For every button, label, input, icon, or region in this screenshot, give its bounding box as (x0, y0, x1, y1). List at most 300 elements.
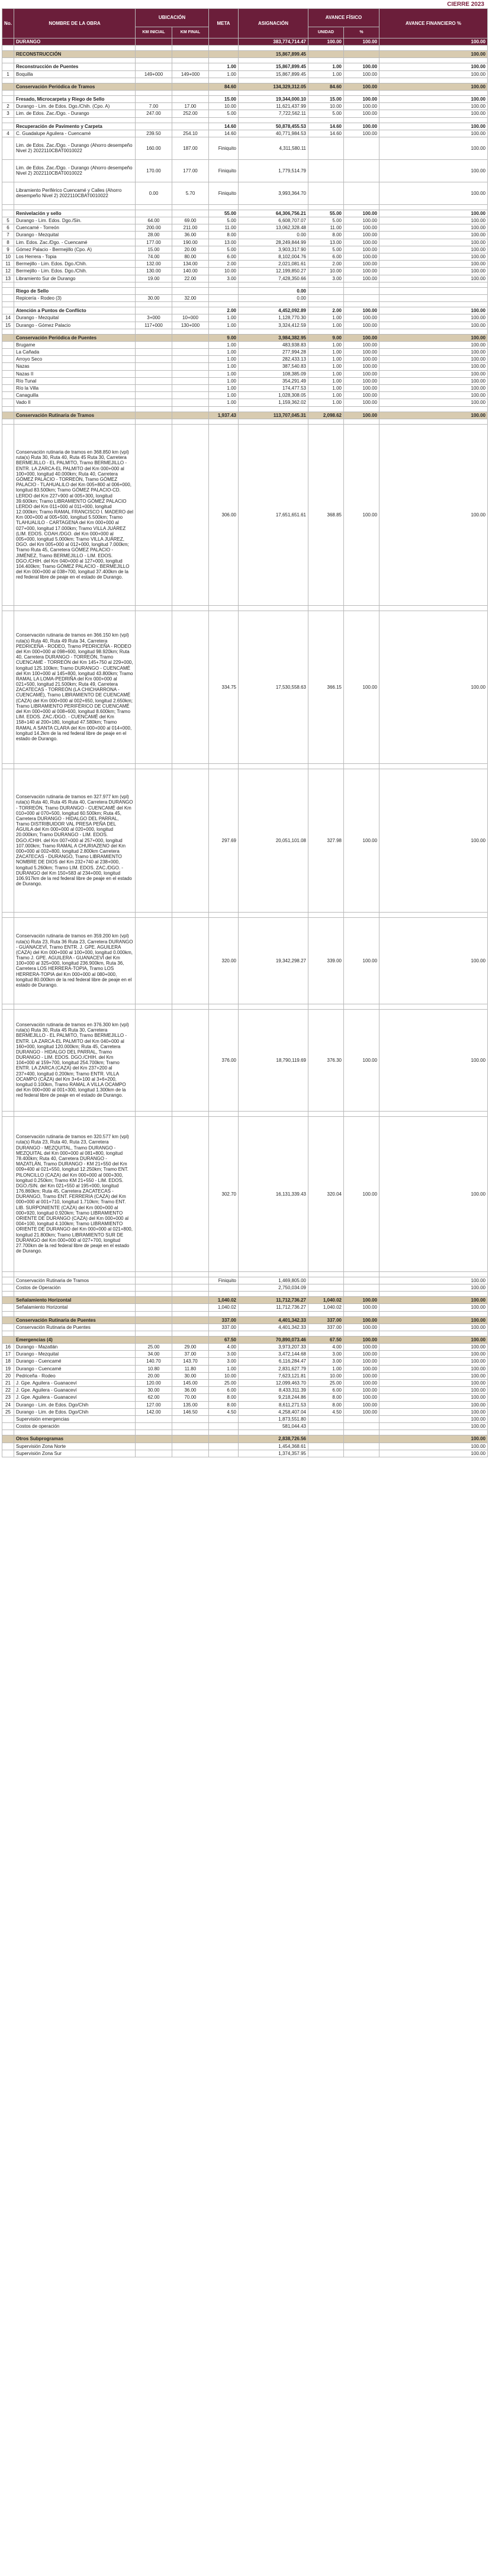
cell-meta: 297.69 (209, 769, 239, 912)
blank-cell (14, 912, 136, 917)
cell-kmi: 7.00 (136, 103, 172, 110)
cell-meta: 84.60 (209, 83, 239, 90)
blank-cell (308, 763, 344, 769)
table-row (2, 385, 488, 392)
blank-cell (172, 912, 209, 917)
cell-kmi (136, 1284, 172, 1291)
cell-kmi: 130.00 (136, 268, 172, 275)
table-row (2, 1372, 488, 1379)
table-row (2, 1304, 488, 1311)
blank-cell (14, 763, 136, 769)
cell-name: Durango - Cuencamé (14, 1358, 136, 1365)
blank-cell (379, 1311, 488, 1316)
table-row (2, 424, 488, 605)
cell-asig: 282,433.13 (239, 356, 308, 363)
cell-meta: 306.00 (209, 424, 239, 605)
cell-fin: 100.00 (379, 217, 488, 224)
blank-cell (136, 605, 172, 611)
blank-cell (136, 46, 172, 51)
table-body (2, 38, 488, 1457)
cell-no (2, 83, 14, 90)
cell-fin: 100.00 (379, 1380, 488, 1387)
table-row (2, 268, 488, 275)
blank-cell (308, 117, 344, 123)
header-km-inicial: KM INICIAL (136, 27, 172, 38)
cell-asig: 2,838,726.56 (239, 1435, 308, 1443)
cell-unidad: 3.00 (308, 1358, 344, 1365)
cell-name: Otros Subprogramas (14, 1435, 136, 1443)
cell-kmi (136, 1316, 172, 1324)
cell-name: Señalamiento Horizontal (14, 1297, 136, 1304)
cell-meta: 5.00 (209, 110, 239, 117)
cell-unidad: 1.00 (308, 377, 344, 384)
header-km-final: KM FINAL (172, 27, 209, 38)
cell-fin: 100.00 (379, 95, 488, 102)
blank-cell (136, 117, 172, 123)
blank-cell (209, 1004, 239, 1009)
blank-cell (379, 1292, 488, 1297)
cell-kmi (136, 349, 172, 356)
blank-cell (136, 58, 172, 63)
cell-asig: 50,878,455.53 (239, 123, 308, 130)
blank-cell (2, 419, 14, 424)
header-porcentaje: % (344, 27, 379, 38)
cell-meta: 4.00 (209, 1344, 239, 1351)
cell-kmf: 20.00 (172, 246, 209, 253)
cell-pct (344, 1450, 379, 1457)
cell-meta: 10.00 (209, 103, 239, 110)
cell-kmi (136, 424, 172, 605)
cell-pct: 100.00 (344, 1380, 379, 1387)
table-row (2, 349, 488, 356)
cell-unidad: 1.00 (308, 322, 344, 329)
table-row (2, 110, 488, 117)
cell-fin: 100.00 (379, 314, 488, 322)
cell-kmf (172, 424, 209, 605)
blank-cell (14, 329, 136, 334)
cell-asig: 4,311,580.11 (239, 137, 308, 159)
cell-no (2, 412, 14, 419)
cell-pct (344, 137, 379, 159)
cell-name: Durango - Mazatlán (14, 1344, 136, 1351)
table-row (2, 1435, 488, 1443)
cell-fin (379, 294, 488, 301)
cell-kmi (136, 210, 172, 217)
cell-meta: Finiquito (209, 137, 239, 159)
cell-no: 8 (2, 239, 14, 246)
cell-unidad (308, 1423, 344, 1430)
cell-unidad: 13.00 (308, 239, 344, 246)
blank-cell (209, 329, 239, 334)
table-row (2, 38, 488, 46)
cell-kmi: 34.00 (136, 1351, 172, 1358)
table-row (2, 1336, 488, 1343)
cell-meta: 3.00 (209, 1351, 239, 1358)
cell-meta (209, 38, 239, 46)
blank-cell (172, 117, 209, 123)
cell-asig: 2,021,081.61 (239, 261, 308, 268)
cell-fin: 100.00 (379, 1415, 488, 1422)
cell-asig: 11,621,437.99 (239, 103, 308, 110)
blank-cell (344, 117, 379, 123)
header-nombre: NOMBRE DE LA OBRA (14, 9, 136, 38)
cell-meta (209, 294, 239, 301)
cell-asig: 1,028,308.05 (239, 392, 308, 399)
blank-cell (14, 90, 136, 95)
cell-pct: 100.00 (344, 370, 379, 377)
cell-kmf (172, 1450, 209, 1457)
blank-cell (379, 605, 488, 611)
cell-fin: 100.00 (379, 1394, 488, 1401)
blank-cell (209, 1111, 239, 1116)
cell-kmi: 19.00 (136, 275, 172, 282)
cell-name: Lim. Edos. Zac./Dgo. - Cuencamé (14, 239, 136, 246)
cell-name: Conservación Rutinaria de Puentes (14, 1324, 136, 1331)
cell-kmf (172, 38, 209, 46)
cell-unidad: 1.00 (308, 63, 344, 70)
cell-asig: 4,401,342.33 (239, 1316, 308, 1324)
cell-name: Renivelación y sello (14, 210, 136, 217)
cell-asig: 1,469,805.00 (239, 1277, 308, 1284)
cell-asig: 20,051,101.08 (239, 769, 308, 912)
cierre-label: CIERRE 2023 (447, 1, 484, 8)
cell-asig: 40,771,984.53 (239, 130, 308, 137)
cell-fin: 100.00 (379, 253, 488, 261)
cell-pct (344, 1284, 379, 1291)
table-row (2, 1311, 488, 1316)
blank-cell (14, 46, 136, 51)
cell-fin: 100.00 (379, 1351, 488, 1358)
blank-cell (379, 1430, 488, 1435)
cell-name: Arroyo Seco (14, 356, 136, 363)
blank-cell (344, 419, 379, 424)
cell-unidad: 327.98 (308, 769, 344, 912)
blank-cell (172, 302, 209, 307)
cell-no (2, 1435, 14, 1443)
cell-kmi (136, 83, 172, 90)
cell-pct (344, 1277, 379, 1284)
cell-meta: 302.70 (209, 1116, 239, 1271)
cell-no (2, 356, 14, 363)
table-row (2, 322, 488, 329)
cell-unidad: 366.15 (308, 611, 344, 763)
blank-cell (14, 1311, 136, 1316)
blank-cell (14, 78, 136, 83)
cell-kmi (136, 1336, 172, 1343)
cell-pct: 100.00 (344, 1372, 379, 1379)
cell-unidad: 1.00 (308, 356, 344, 363)
cell-no: 7 (2, 232, 14, 239)
cell-kmf (172, 1415, 209, 1422)
blank-cell (379, 1004, 488, 1009)
blank-cell (136, 1111, 172, 1116)
cell-meta: 5.00 (209, 246, 239, 253)
cell-meta (209, 1435, 239, 1443)
cell-meta: 14.60 (209, 130, 239, 137)
blank-cell (14, 419, 136, 424)
cell-no (2, 51, 14, 58)
table-row (2, 51, 488, 58)
cell-meta: 1.00 (209, 356, 239, 363)
cell-unidad: 15.00 (308, 95, 344, 102)
cell-kmf (172, 1336, 209, 1343)
cell-unidad: 10.00 (308, 103, 344, 110)
cell-kmf (172, 377, 209, 384)
cell-meta: 1.00 (209, 363, 239, 370)
cell-fin: 100.00 (379, 611, 488, 763)
cell-no (2, 611, 14, 763)
cell-no (2, 294, 14, 301)
cell-kmi (136, 1297, 172, 1304)
table-row (2, 412, 488, 419)
cell-unidad: 14.60 (308, 130, 344, 137)
blank-cell (239, 1430, 308, 1435)
table-row (2, 78, 488, 83)
blank-cell (136, 329, 172, 334)
cell-pct: 100.00 (344, 38, 379, 46)
cell-name: Los Herrera - Topia (14, 253, 136, 261)
cell-pct: 100.00 (344, 1394, 379, 1401)
blank-cell (239, 406, 308, 412)
blank-cell (209, 605, 239, 611)
cell-pct: 100.00 (344, 253, 379, 261)
cell-name: Supervisión Zona Sur (14, 1450, 136, 1457)
blank-cell (209, 1331, 239, 1336)
cell-asig: 483,938.83 (239, 341, 308, 348)
cell-kmi (136, 63, 172, 70)
table-row (2, 217, 488, 224)
cell-fin: 100.00 (379, 1435, 488, 1443)
cell-name: Nazas (14, 363, 136, 370)
cell-no (2, 334, 14, 341)
cell-no (2, 287, 14, 294)
cell-pct: 100.00 (344, 377, 379, 384)
cell-meta: 6.00 (209, 1387, 239, 1394)
cell-asig: 3,324,412.59 (239, 322, 308, 329)
cell-name: Bermejillo - Lim. Edos. Dgo./Chih. (14, 268, 136, 275)
cell-kmi: 200.00 (136, 224, 172, 232)
cell-name: Conservación Periódica de Puentes (14, 334, 136, 341)
header-meta: META (209, 9, 239, 38)
cell-pct: 100.00 (344, 356, 379, 363)
cell-unidad: 8.00 (308, 1394, 344, 1401)
cell-no (2, 1443, 14, 1450)
cell-fin: 100.00 (379, 261, 488, 268)
cell-kmi (136, 370, 172, 377)
cell-name: Conservación rutinaria de tramos en 359.200 km (vpl) ruta(s) Ruta 23, Ruta 36 Ruta 23, Carretera DURANGO - GUANACEVÍ, Tramo ENTR. J. GPE. AGUILERA (CAZA) del Km 000+000 al 100+000, longitud 0.000km, Tramo J. GPE. AGUILERA - GUANACEVÍ del Km 100+000 al 325+000, longitud 236.900km, Ruta 36, Carretera LOS HERRERA-TOPIA, Tramo LOS HERRERA-TOPIA del Km 000+000 al 080+000, longitud 80.000km de la red federal libre de peaje en el estado de Durango. (14, 917, 136, 1004)
cell-kmi: 160.00 (136, 137, 172, 159)
blank-cell (379, 117, 488, 123)
cell-no (2, 349, 14, 356)
cell-meta: 8.00 (209, 1401, 239, 1408)
table-row (2, 130, 488, 137)
cell-meta (209, 1443, 239, 1450)
table-row (2, 58, 488, 63)
cell-meta: 1.00 (209, 63, 239, 70)
blank-cell (239, 329, 308, 334)
table-row (2, 356, 488, 363)
cell-fin: 100.00 (379, 275, 488, 282)
blank-cell (379, 90, 488, 95)
cell-asig: 17,651,651.61 (239, 424, 308, 605)
blank-cell (136, 1430, 172, 1435)
blank-cell (2, 302, 14, 307)
blank-cell (308, 282, 344, 287)
table-row (2, 314, 488, 322)
cell-pct: 100.00 (344, 268, 379, 275)
cell-name: Conservación Rutinaria de Puentes (14, 1316, 136, 1324)
cell-kmi (136, 341, 172, 348)
cell-no (2, 1284, 14, 1291)
blank-cell (239, 90, 308, 95)
cell-no: 16 (2, 1344, 14, 1351)
cell-asig: 387,540.83 (239, 363, 308, 370)
cell-name: La Cañada (14, 349, 136, 356)
cell-no (2, 123, 14, 130)
cell-pct: 100.00 (344, 412, 379, 419)
table-row (2, 1415, 488, 1422)
blank-cell (14, 1111, 136, 1116)
cell-unidad: 1,040.02 (308, 1297, 344, 1304)
table-row (2, 232, 488, 239)
blank-cell (308, 90, 344, 95)
cell-no (2, 63, 14, 70)
table-row (2, 1358, 488, 1365)
blank-cell (209, 1271, 239, 1277)
blank-cell (209, 912, 239, 917)
blank-cell (239, 1004, 308, 1009)
table-row (2, 377, 488, 384)
blank-cell (2, 406, 14, 412)
blank-cell (172, 763, 209, 769)
cell-unidad: 337.00 (308, 1316, 344, 1324)
cell-asig: 7,623,121.81 (239, 1372, 308, 1379)
cell-fin: 100.00 (379, 1365, 488, 1372)
cell-name: Boquilla (14, 70, 136, 78)
cell-no (2, 1415, 14, 1422)
cell-meta: 3.00 (209, 1358, 239, 1365)
cell-meta (209, 287, 239, 294)
blank-cell (14, 1292, 136, 1297)
cell-pct: 100.00 (344, 334, 379, 341)
table-row (2, 1450, 488, 1457)
cell-no (2, 1316, 14, 1324)
cell-kmi (136, 123, 172, 130)
cell-kmf (172, 341, 209, 348)
cell-name: Reconstrucción de Puentes (14, 63, 136, 70)
cell-unidad: 4.00 (308, 1344, 344, 1351)
cell-name: Durango - Cuencamé (14, 1365, 136, 1372)
table-row (2, 334, 488, 341)
table-row (2, 1009, 488, 1111)
cell-unidad: 376.30 (308, 1009, 344, 1111)
cell-kmi (136, 1304, 172, 1311)
cell-unidad (308, 1443, 344, 1450)
cell-name: Pedriceña - Rodeo (14, 1372, 136, 1379)
cell-meta: 4.50 (209, 1408, 239, 1415)
cell-asig: 17,530,558.63 (239, 611, 308, 763)
cell-no: 19 (2, 1365, 14, 1372)
cell-pct (344, 287, 379, 294)
blank-cell (209, 763, 239, 769)
cell-meta: 1.00 (209, 370, 239, 377)
cell-asig: 1,159,362.02 (239, 399, 308, 406)
cell-kmf (172, 1316, 209, 1324)
cell-no (2, 38, 14, 46)
cell-asig: 13,062,328.48 (239, 224, 308, 232)
cell-meta: 1.00 (209, 349, 239, 356)
cell-no: 6 (2, 224, 14, 232)
cell-meta: 1,040.02 (209, 1304, 239, 1311)
cell-pct: 100.00 (344, 385, 379, 392)
blank-cell (239, 1311, 308, 1316)
cell-meta: 1,937.43 (209, 412, 239, 419)
cell-asig: 4,452,092.89 (239, 307, 308, 314)
cell-unidad: 320.04 (308, 1116, 344, 1271)
table-row (2, 287, 488, 294)
blank-cell (14, 605, 136, 611)
cell-fin: 100.00 (379, 1450, 488, 1457)
table-row (2, 341, 488, 348)
cell-meta: 337.00 (209, 1324, 239, 1331)
blank-cell (2, 912, 14, 917)
cell-fin: 100.00 (379, 246, 488, 253)
blank-cell (209, 1292, 239, 1297)
cell-pct: 100.00 (344, 239, 379, 246)
cell-pct: 100.00 (344, 1365, 379, 1372)
cell-kmi: 64.00 (136, 217, 172, 224)
cell-asig: 12,099,463.70 (239, 1380, 308, 1387)
blank-cell (379, 763, 488, 769)
cell-kmf (172, 399, 209, 406)
cell-asig: 3,903,317.90 (239, 246, 308, 253)
cell-kmi: 177.00 (136, 239, 172, 246)
blank-cell (308, 302, 344, 307)
cell-meta: 320.00 (209, 917, 239, 1004)
cell-kmi (136, 412, 172, 419)
cell-kmf (172, 1116, 209, 1271)
cell-name: Conservación Rutinaria de Tramos (14, 412, 136, 419)
cell-unidad: 8.00 (308, 1401, 344, 1408)
cell-kmf: 37.00 (172, 1351, 209, 1358)
table-row (2, 103, 488, 110)
cell-pct: 100.00 (344, 83, 379, 90)
cell-unidad (308, 287, 344, 294)
cell-name: Brugame (14, 341, 136, 348)
cell-unidad: 1,040.02 (308, 1304, 344, 1311)
blank-cell (379, 282, 488, 287)
cell-fin: 100.00 (379, 412, 488, 419)
cell-kmi (136, 38, 172, 46)
cell-kmi (136, 1277, 172, 1284)
blank-cell (172, 406, 209, 412)
blank-cell (344, 1311, 379, 1316)
cell-fin: 100.00 (379, 385, 488, 392)
cell-kmi (136, 1450, 172, 1457)
cell-asig: 6,116,284.47 (239, 1358, 308, 1365)
blank-cell (344, 1430, 379, 1435)
blank-cell (379, 406, 488, 412)
cell-meta: 10.00 (209, 1372, 239, 1379)
cell-name: Nazas II (14, 370, 136, 377)
cell-no: 20 (2, 1372, 14, 1379)
table-row (2, 246, 488, 253)
cell-asig: 4,401,342.33 (239, 1324, 308, 1331)
table-row (2, 611, 488, 763)
blank-cell (136, 419, 172, 424)
cell-no (2, 370, 14, 377)
cell-pct: 100.00 (344, 275, 379, 282)
